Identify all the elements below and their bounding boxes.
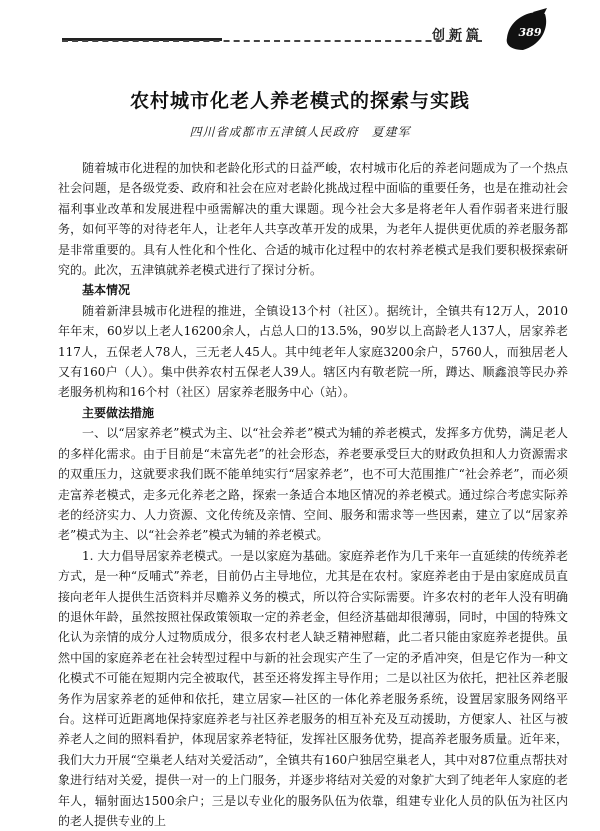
page-number: 389 — [518, 26, 542, 39]
basic-situation-paragraph: 随着新津县城市化进程的推进，全镇设13个村（社区）。据统计，全镇共有12万人，2010年年末，60岁以上老人16200余人，占总人口的13.5%，90岁以上高龄老人137人，居家养老117人，五保老人78人，三无老人45人。其中纯老年人家庭3200余户，5760人，而独居老人又有160户（人）。集中供养农村五保老人39人。辖区内有敬老院一所，蹲达、顺鑫浪等民办养老服务机构和16个村（社区）居家养老服务中心（站）。 — [58, 303, 568, 400]
measures-paragraph-2: 1. 大力倡导居家养老模式。一是以家庭为基础。家庭养老作为几千来年一直延续的传统养老方式，是一种“反哺式”养老，目前仍占主导地位，尤其是在农村。家庭养老由于是由家庭成员直接向老年人提供生活资料并尽赡养义务的模式，所以符合实际需要。许多农村的老年人没有明确的退休年龄，虽然按照社保政策领取一定的养老金，但经济基础却很薄弱，同时，中国的特殊文化认为亲情的成分人过物质成分，很多农村老人缺乏精神慰藉，此二者只能由家庭养老提供。虽然中国的家庭养老在社会转型过程中与新的社会现实产生了一定的矛盾冲突，但是它作为一种文化模式不可能在短期内完全被取代，甚至还将发挥主导作用；二是以社区为依托，把社区养老服务作为居家养老的延伸和依托，建立居家—社区的一体化养老服务系统，设置居家服务网络平台。这样可近距离地保持家庭养老与社区养老服务的相互补充及互动援助，方便家人、社区与被养老人之间的照料看护，体现居家养老特征，发挥社区服务优势，提高养老服务质量。近年来，我们大力开展“空巢老人结对关爱活动”，全镇共有160户独居空巢老人，其中对87位重点帮扶对象进行结对关爱，提供一对一的上门服务，并逐步将结对关爱的对象扩大到了纯老年人家庭的老年人，辐射面达1500余户；三是以专业化的服务队伍为依靠，组建专业化人员的队伍为社区内的老人提供专业的上 — [58, 548, 568, 828]
section-heading-measures: 主要做法措施 — [82, 405, 155, 420]
header-rule — [62, 40, 482, 42]
article-body — [58, 158, 568, 831]
intro-paragraph: 随着城市化进程的加快和老龄化形式的日益严峻，农村城市化后的养老问题成为了一个热点社会问题，是各级党委、政府和社会在应对老龄化挑战过程中面临的重要任务，也是在推动社会福利事业改革和发展进程中亟需解决的重大课题。现今社会大多是将老年人看作弱者来进行服务，如何平等的对待老年人，让老年人共享改革开发的成果，为老年人提供更优质的养老服务都是非常重要的。具有人性化和个性化、合适的城市化过程中的农村养老模式是我们要积极探索研究的。此次，五津镇就养老模式进行了探讨分析。 — [58, 161, 568, 278]
article-title: 农村城市化老人养老模式的探索与实践 — [129, 90, 470, 112]
section-heading-basic: 基本情况 — [82, 283, 131, 298]
article-author: 四川省成都市五津镇人民政府 夏建军 — [189, 125, 411, 139]
section-label: 创新篇 — [432, 28, 484, 43]
measures-paragraph-1: 一、以“居家养老”模式为主、以“社会养老”模式为辅的养老模式，发挥多方优势，满足老人的多样化需求。由于目前是“未富先老”的社会形态，养老要承受巨大的财政负担和人力资源需求的双重压力，这就要求我们既不能单纯实行“居家养老”，也不可大范围推广“社会养老”，而必须走富养老模式，走多元化养老之路，探索一条适合本地区情况的养老模式。通过综合考虑实际养老的经济实力、人力资源、文化传统及亲情、空间、服务和需求等一些因素，建立了以“居家养老”模式为主、以“社会养老”模式为辅的养老模式。 — [58, 426, 568, 543]
